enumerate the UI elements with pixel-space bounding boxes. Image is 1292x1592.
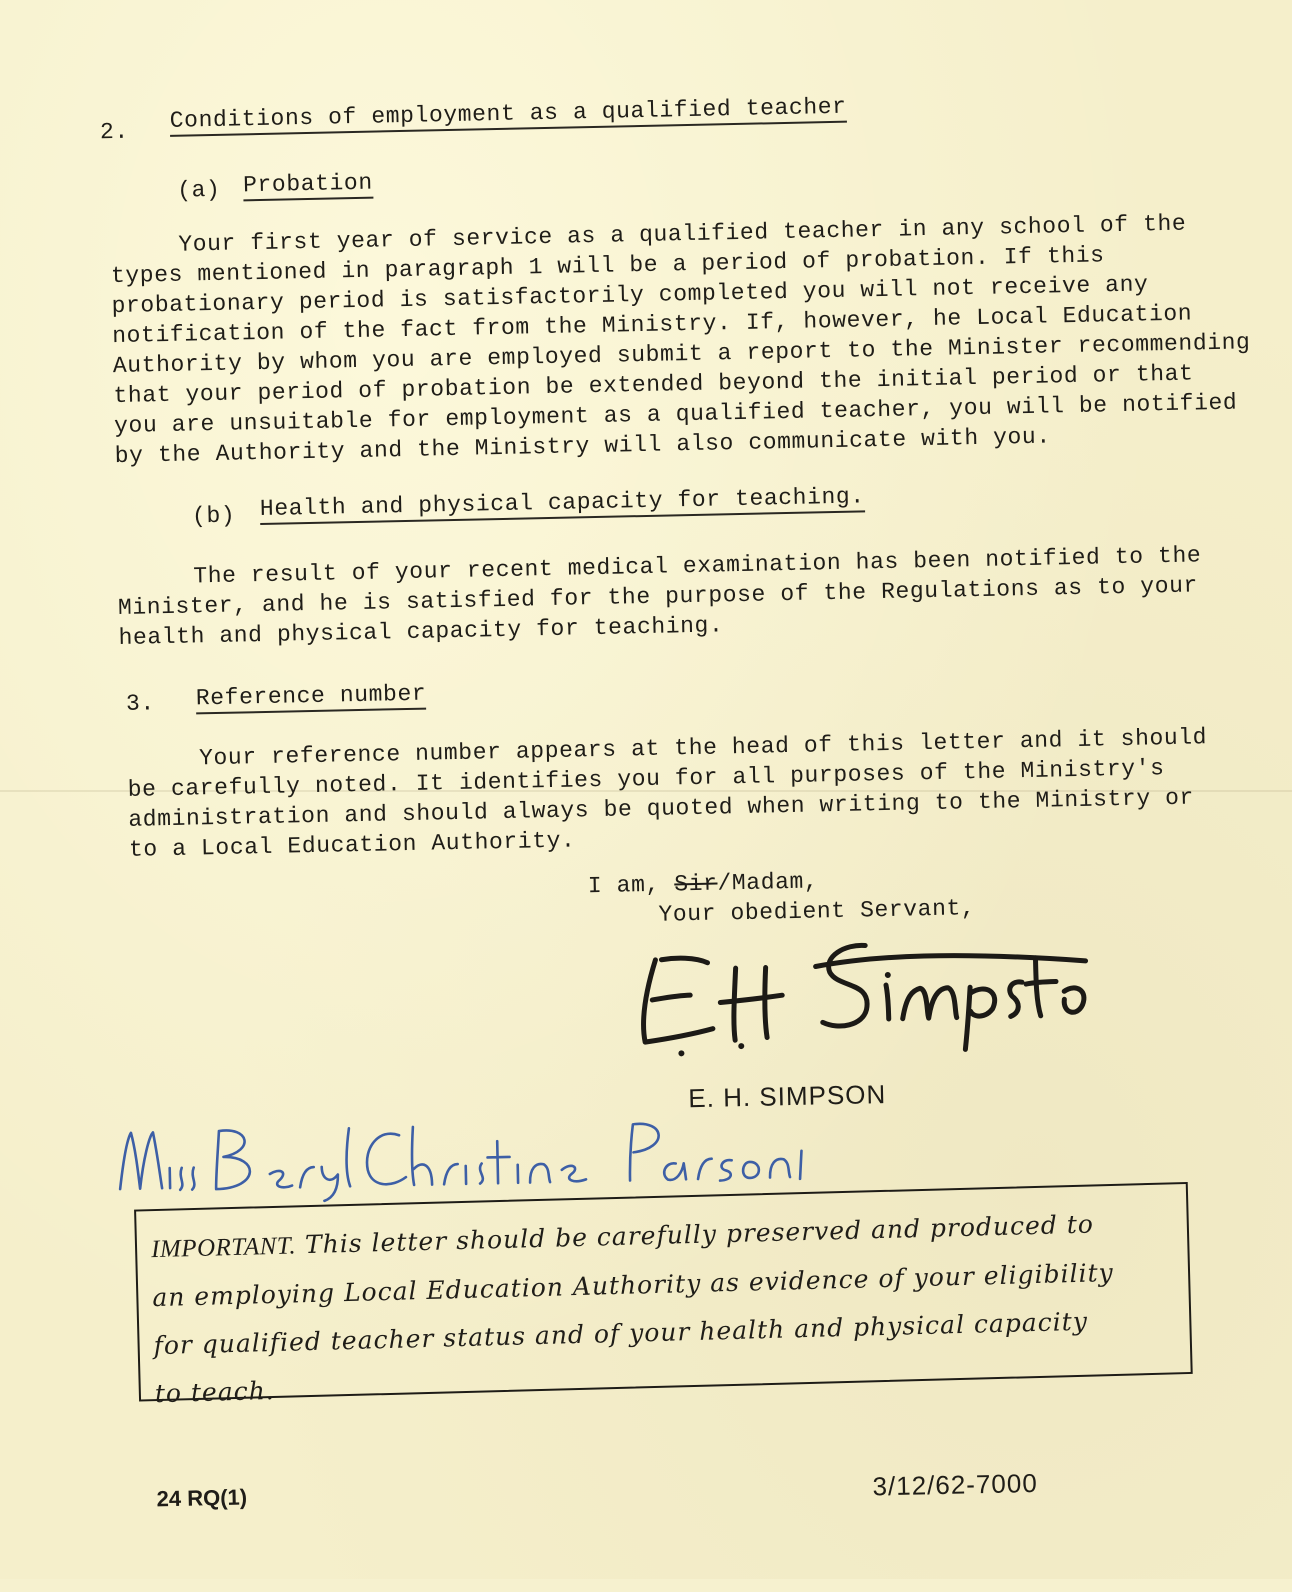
section-3-heading: Reference number xyxy=(196,681,427,715)
important-body: This letter should be carefully preserved and produced to an employing Local Education Authority as evidence of your eligibility for qualified teacher status and of your health and physical capacity to teach. xyxy=(151,1209,1115,1409)
closing-madam: /Madam, xyxy=(717,868,819,897)
form-code: 24 RQ(1) xyxy=(156,1484,248,1512)
important-label: IMPORTANT. xyxy=(150,1232,297,1264)
sub-b-title: Health and physical capacity for teaching. xyxy=(260,483,865,525)
print-code: 3/12/62-7000 xyxy=(872,1467,1039,1502)
sub-a-title: Probation xyxy=(243,170,373,202)
signature-handwritten xyxy=(615,921,1098,1061)
reference-paragraph: Your reference number appears at the head of this letter and it should be carefully noted. It identifies you for all purposes of the Ministry's administration and should always be quoted when writing to the Ministry or to a Local Education Authority. xyxy=(127,724,1208,863)
closing-struck-sir: Sir xyxy=(674,870,718,898)
section-2-number: 2. xyxy=(99,118,130,146)
signatory-printed-name: E. H. SIMPSON xyxy=(688,1079,887,1114)
important-notice-box xyxy=(134,1182,1193,1409)
sub-a-label: (a) xyxy=(176,176,221,204)
closing-servant: Your obedient Servant, xyxy=(658,895,976,928)
probation-paragraph: Your first year of service as a qualified teacher in any school of the types mentioned in paragraph 1 will be a period of probation. If this probationary period is satisfactorily completed you will not receive any notification of the fact from the Ministry. If, however, he Local Education Authority by whom you are employed submit a report to the Minister recommending that your period of probation be extended beyond the initial period or that you are unsuitable for employment as a qualified teacher, you will be notified by the Authority and the Ministry will also communicate with you. xyxy=(110,210,1251,470)
health-paragraph: The result of your recent medical examination has been notified to the Minister, and he is satisfied for the purpose of the Regulations as to your health and physical capacity for teaching. xyxy=(117,542,1202,652)
important-notice xyxy=(150,1198,1175,1418)
closing-i-am: I am, xyxy=(587,871,661,900)
closing-line xyxy=(588,868,819,899)
sub-b-label: (b) xyxy=(191,502,236,530)
section-3-number: 3. xyxy=(125,690,156,717)
section-2-heading: Conditions of employment as a qualified teacher xyxy=(169,94,846,137)
